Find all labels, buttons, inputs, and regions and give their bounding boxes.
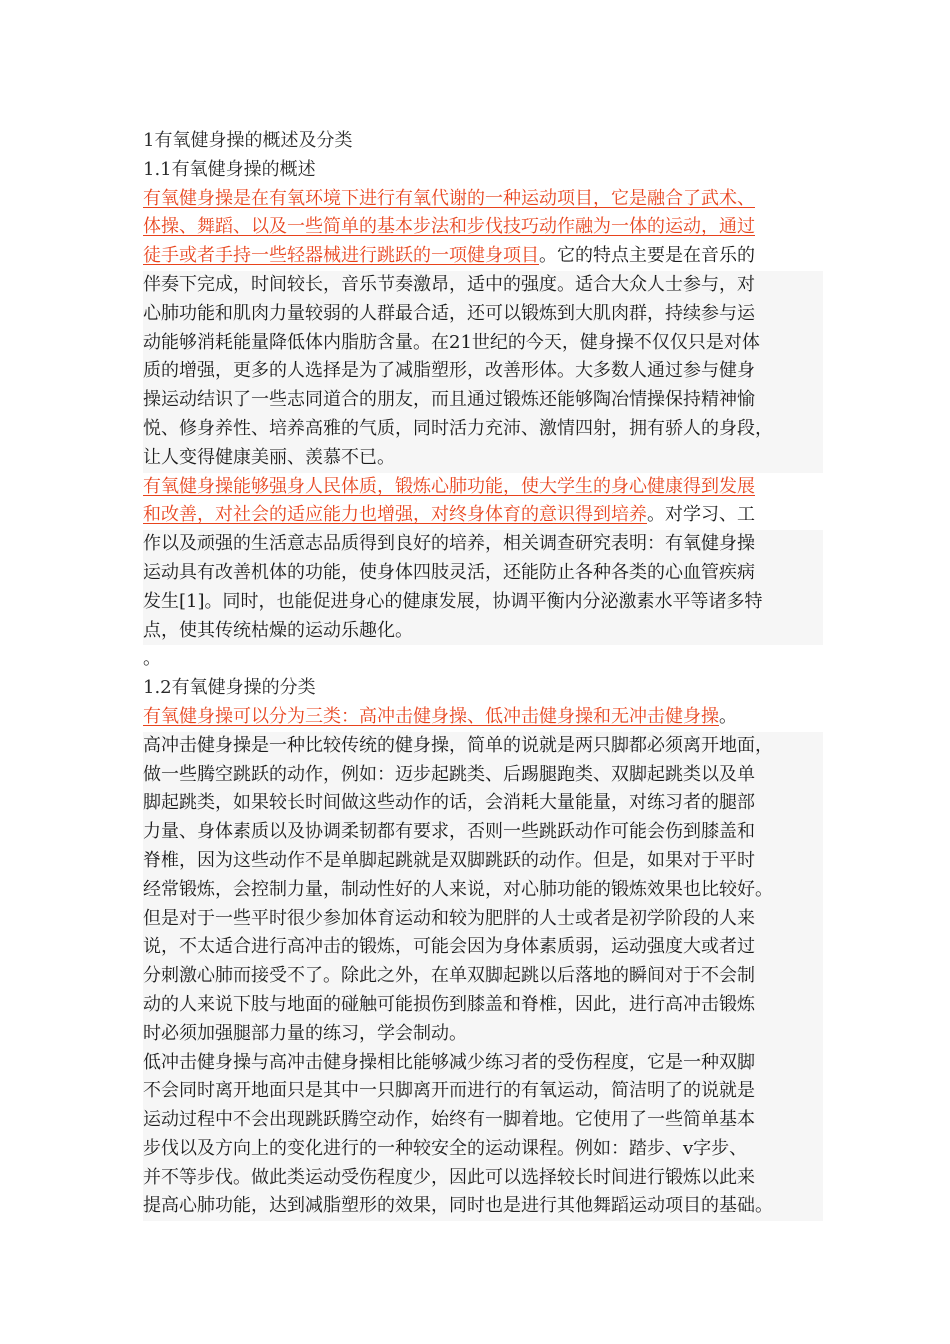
- section-heading-1: 1有氧健身操的概述及分类: [143, 130, 353, 151]
- highlighted-text: 有氧健身操能够强身人民体质，锻炼心肺功能，使大学生的身心健康得到发展: [143, 475, 755, 497]
- body-text-line: 伴奏下完成，时间较长，音乐节奏激昂，适中的强度。适合大众人士参与，对: [143, 271, 823, 300]
- body-text-line: 质的增强，更多的人选择是为了减脂塑形，改善形体。大多数人通过参与健身: [143, 357, 823, 386]
- body-text-line: 动的人来说下肢与地面的碰触可能损伤到膝盖和脊椎，因此，进行高冲击锻炼: [143, 991, 823, 1020]
- paragraph-benefits: [143, 473, 823, 675]
- highlighted-text: 有氧健身操可以分为三类：高冲击健身操、低冲击健身操和无冲击健身操: [143, 705, 719, 727]
- paragraph-high-impact: [143, 732, 823, 1049]
- body-text-line: 高冲击健身操是一种比较传统的健身操，简单的说就是两只脚都必须离开地面，: [143, 732, 823, 761]
- paragraph-overview: [143, 185, 823, 473]
- body-text-line: 低冲击健身操与高冲击健身操相比能够减少练习者的受伤程度，它是一种双脚: [143, 1049, 823, 1078]
- body-text-line: 操运动结识了一些志同道合的朋友，而且通过锻炼还能够陶冶情操保持精神愉: [143, 386, 823, 415]
- body-text-line: 步伐以及方向上的变化进行的一种较安全的运动课程。例如：踏步、v字步、: [143, 1135, 823, 1164]
- paragraph-classification: [143, 703, 823, 732]
- body-text-line: 脊椎，因为这些动作不是单脚起跳就是双脚跳跃的动作。但是，如果对于平时: [143, 847, 823, 876]
- body-text-line: 心肺功能和肌肉力量较弱的人群最合适，还可以锻炼到大肌肉群，持续参与运: [143, 300, 823, 329]
- body-text-line: 发生[1]。同时，也能促进身心的健康发展，协调平衡内分泌激素水平等诸多特: [143, 588, 823, 617]
- body-text-line: 运动过程中不会出现跳跃腾空动作，始终有一脚着地。它使用了一些简单基本: [143, 1106, 823, 1135]
- body-text-line: 但是对于一些平时很少参加体育运动和较为肥胖的人士或者是初学阶段的人来: [143, 905, 823, 934]
- paragraph-low-impact: [143, 1049, 823, 1222]
- body-text-line: 脚起跳类，如果较长时间做这些动作的话，会消耗大量能量，对练习者的腿部: [143, 789, 823, 818]
- highlighted-text: 体操、舞蹈、以及一些简单的基本步法和步伐技巧动作融为一体的运动，通过: [143, 216, 755, 238]
- highlighted-text: 和改善，对社会的适应能力也增强，对终身体育的意识得到培养: [143, 504, 647, 526]
- body-text-line: 动能够消耗能量降低体内脂肪含量。在21世纪的今天，健身操不仅仅只是对体: [143, 329, 823, 358]
- body-text: 。: [719, 705, 737, 727]
- body-text-line: 让人变得健康美丽、羡慕不已。: [143, 444, 823, 473]
- body-text-line: 并不等步伐。做此类运动受伤程度少，因此可以选择较长时间进行锻炼以此来: [143, 1164, 823, 1193]
- body-text-line: 经常锻炼，会控制力量，制动性好的人来说，对心肺功能的锻炼效果也比较好。: [143, 876, 823, 905]
- body-text-line: 时必须加强腿部力量的练习，学会制动。: [143, 1020, 823, 1049]
- body-text-line: 悦、修身养性、培养高雅的气质，同时活力充沛、激情四射，拥有骄人的身段，: [143, 415, 823, 444]
- body-text-line: 做一些腾空跳跃的动作，例如：迈步起跳类、后踢腿跑类、双脚起跳类以及单: [143, 761, 823, 790]
- body-text: 。对学习、工: [647, 504, 755, 526]
- body-text-line: 分刺激心肺而接受不了。除此之外，在单双脚起跳以后落地的瞬间对于不会制: [143, 962, 823, 991]
- body-text-line: 。: [143, 648, 161, 670]
- body-text-line: 说，不太适合进行高冲击的锻炼，可能会因为身体素质弱，运动强度大或者过: [143, 933, 823, 962]
- section-heading-1-2: 1.2有氧健身操的分类: [143, 677, 316, 699]
- body-text-line: 提高心肺功能，达到减脂塑形的效果，同时也是进行其他舞蹈运动项目的基础。: [143, 1192, 823, 1221]
- section-heading-1-1: 1.1有氧健身操的概述: [143, 158, 316, 180]
- body-text-line: 运动具有改善机体的功能，使身体四肢灵活，还能防止各种各类的心血管疾病: [143, 559, 823, 588]
- body-text-line: 不会同时离开地面只是其中一只脚离开而进行的有氧运动，简洁明了的说就是: [143, 1077, 823, 1106]
- highlighted-text: 徒手或者手持一些轻器械进行跳跃的一项健身项目: [143, 245, 539, 267]
- body-text: 。它的特点主要是在音乐的: [539, 245, 755, 267]
- document-body: [143, 127, 823, 1221]
- body-text-line: 作以及顽强的生活意志品质得到良好的培养，相关调查研究表明：有氧健身操: [143, 530, 823, 559]
- body-text-line: 力量、身体素质以及协调柔韧都有要求，否则一些跳跃动作可能会伤到膝盖和: [143, 818, 823, 847]
- highlighted-text: 有氧健身操是在有氧环境下进行有氧代谢的一种运动项目，它是融合了武术、: [143, 187, 755, 209]
- body-text-line: 点，使其传统枯燥的运动乐趣化。: [143, 617, 823, 646]
